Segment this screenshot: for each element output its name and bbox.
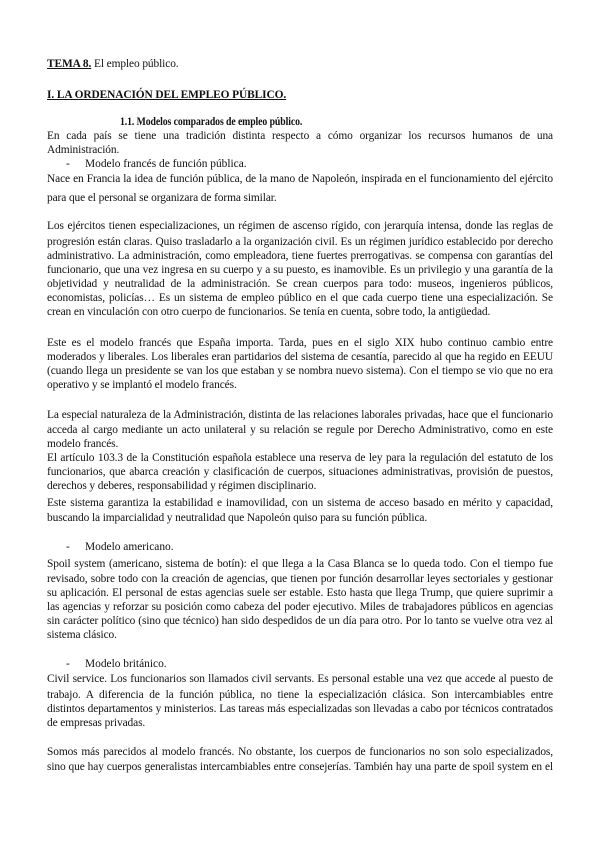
americano-p1-line: revisado, sobre todo con la creación de agencias, que tienen por función desarrollar leyes sectoriales y gestionar [47, 573, 553, 585]
frances-p2-line: progresión están claras. Quiso trasladarlo a la organización civil. Es un régimen jurídico establecido por derecho [47, 236, 553, 248]
bullet-britanico-label: Modelo británico. [85, 658, 167, 670]
frances-p2-line: economistas, policías… Es un sistema de empleo público en el que cada cuerpo tiene una especialización. Se [47, 292, 553, 304]
dash-marker: - [66, 158, 70, 170]
britanico-p2-line: sino que hay cuerpos generalistas intercambiables entre consejerías. También hay una parte de spoil system en el [47, 761, 553, 773]
frances-p1-line: Nace en Francia la idea de función pública, de la mano de Napoleón, inspirada en el funcionamiento del ejército [47, 173, 553, 185]
frances-p3-line: Este es el modelo francés que España importa. Tarda, pues en el siglo XIX hubo continuo cambio entre [47, 337, 553, 349]
frances-p2-line: funcionario, que una vez ingresa en su cuerpo y a su puesto, es inamovible. Es un privilegio y una garantía de la [47, 264, 553, 276]
britanico-p1-line: Civil service. Los funcionarios son llamados civil servants. Es personal estable una vez que accede al puesto de [47, 673, 553, 685]
frances-p1-line: para que el personal se organizara de forma similar. [47, 192, 277, 204]
frances-p4-line: derechos y deberes, responsabilidad y régimen disciplinario. [47, 480, 317, 492]
britanico-p1-line: de empresas privadas. [47, 717, 146, 729]
intro-line-1: En cada país se tiene una tradición distinta respecto a cómo organizar los recursos humanos de una [47, 130, 553, 142]
americano-p1-line: su aplicación. El personal de estas agencias suele ser estable. Esto hasta que llega Trump, que quiere suprimir a [47, 587, 553, 599]
americano-p1-line: sin carácter político (sino que técnico) han sido despedidos de un día para otro. Por lo tanto se vuelve otra vez al [47, 615, 553, 627]
britanico-p1-line: distintos departamentos y ministerios. Las tareas más especializadas son llevadas a cabo por técnicos contratados [47, 703, 553, 715]
americano-p1-line: sistema clásico. [47, 629, 117, 641]
frances-p4-line: funcionarios, que abarca creación y clasificación de cuerpos, situaciones administrativas, provisión de puestos, [47, 466, 553, 478]
dash-marker: - [66, 541, 70, 553]
frances-p2-line: crean en vinculación con otro cuerpo de funcionarios. Se tenía en cuenta, sobre todo, la antigüedad. [47, 306, 491, 318]
frances-p2-line: objetividad y neutralidad de la administración. Se crean cuerpos para todo: museos, ingenieros públicos, [47, 278, 553, 290]
britanico-p2-line: Somos más parecidos al modelo francés. No obstante, los cuerpos de funcionarios no son solo especializados, [47, 746, 553, 758]
britanico-p1-line: trabajo. A diferencia de la función pública, no tiene la especialización clásica. Son intercambiables entre [47, 689, 553, 701]
doc-header [47, 57, 553, 71]
frances-p4-line: buscando la imparcialidad y neutralidad que Napoleón quiso para su función pública. [47, 512, 428, 524]
dash-marker: - [66, 658, 70, 670]
tema-title: El empleo público. [91, 58, 179, 70]
frances-p3-line: moderados y liberales. Los liberales eran partidarios del sistema de cesantía, parecido al que ha regido en EEUU [47, 351, 553, 363]
frances-p3-line: operativo y se implantó el modelo francés. [47, 379, 237, 391]
americano-p1-line: las agencias y reforzar su posición como cabeza del poder ejecutivo. Miles de trabajadores públicos en agencias [47, 601, 553, 613]
section-heading: I. LA ORDENACIÓN DEL EMPLEO PÚBLICO. [47, 89, 287, 101]
frances-p4-line: Este sistema garantiza la estabilidad e inamovilidad, con un sistema de acceso basado en mérito y capacidad, [47, 497, 553, 509]
tema-label: TEMA 8. [47, 58, 92, 70]
intro-line-2: Administración. [47, 144, 120, 156]
subsection-heading: 1.1. Modelos comparados de empleo público. [120, 116, 303, 128]
frances-p4-line: La especial naturaleza de la Administración, distinta de las relaciones laborales privadas, hace que el funcionario [47, 409, 553, 421]
frances-p2-line: administrativo. La administración, como empleadora, tiene fuertes prerrogativas. se compensa con garantías del [47, 250, 553, 262]
bullet-frances-label: Modelo francés de función pública. [85, 158, 247, 170]
frances-p3-line: (cuando llega un presidente se van los que estaban y se nombra nuevo sistema). Con el tiempo se vio que no era [47, 365, 553, 377]
frances-p4-line: El artículo 103.3 de la Constitución española establece una reserva de ley para la regulación del estatuto de los [47, 452, 553, 464]
frances-p4-line: modelo francés. [47, 438, 119, 450]
frances-p4-line: acceda al cargo mediante un acto unilateral y su relación se regule por Derecho Administrativo, como en este [47, 424, 553, 436]
bullet-americano-label: Modelo americano. [85, 541, 174, 553]
americano-p1-line: Spoil system (americano, sistema de botín): el que llega a la Casa Blanca se lo queda todo. Con el tiempo fue [47, 558, 553, 570]
frances-p2-line: Los ejércitos tienen especializaciones, un régimen de ascenso rígido, con jerarquía intensa, donde las reglas de [47, 220, 553, 232]
